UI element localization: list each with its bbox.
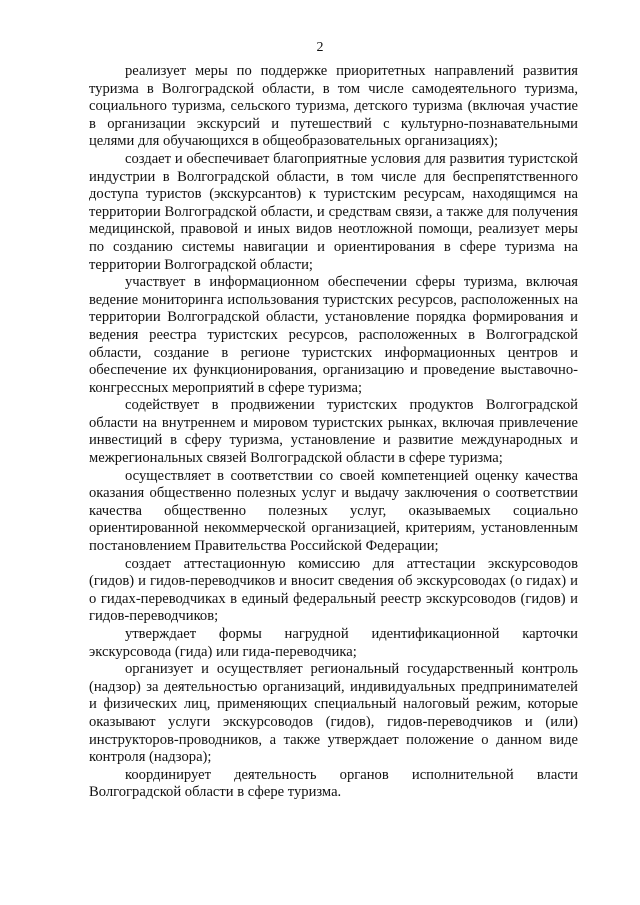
page-number: 2 bbox=[316, 40, 324, 55]
paragraph-tourism-support: реализует меры по поддержке приоритетных направлений развития туризма в Волгоградской области, в том числе самодеятельного туризма, социального туризма, сельского туризма, детского туризма (включая участие в организации экскурсий и путешествий с культурно-познавательными целями для обучающихся в общеобразовательных организациях); bbox=[89, 63, 578, 150]
paragraph-attestation-commission: создает аттестационную комиссию для аттестации экскурсоводов (гидов) и гидов-переводчиков и вносит сведения об экскурсоводах (о гидах) и о гидах-переводчиках в единый федеральный реестр экскурсоводов (гидов) и гидов-переводчиков; bbox=[89, 555, 578, 625]
paragraph-quality-assessment: осуществляет в соответствии со своей компетенцией оценку качества оказания общественно полезных услуг и выдачу заключения о соответствии качества общественно полезных услуг, оказываемых социально ориентированной некоммерческой организацией, критериям, установленным постановлением Правительства Российской Федерации; bbox=[89, 467, 578, 555]
document-body bbox=[89, 63, 578, 802]
paragraph-information-support: участвует в информационном обеспечении сферы туризма, включая ведение мониторинга использования туристских ресурсов, расположенных на территории Волгоградской области, установление порядка формирования и ведения реестра туристских ресурсов, расположенных в Волгоградской области, создание в регионе туристских информационных центров и обеспечение их функционирования, организацию и проведение выставочно-конгрессных мероприятий в сфере туризма; bbox=[89, 274, 578, 396]
paragraph-product-promotion: содействует в продвижении туристских продуктов Волгоградской области на внутреннем и мировом туристских рынках, включая привлечение инвестиций в сферу туризма, установление и развитие международных и межрегиональных связей Волгоградской области в сфере туризма; bbox=[89, 397, 578, 467]
paragraph-tourism-conditions: создает и обеспечивает благоприятные условия для развития туристской индустрии в Волгоградской области, в том числе для беспрепятственного доступа туристов (экскурсантов) к туристским ресурсам, находящимся на территории Волгоградской области, и средствам связи, а также для получения медицинской, правовой и иных видов неотложной помощи, реализует меры по созданию системы навигации и ориентирования в сфере туризма на территории Волгоградской области; bbox=[89, 150, 578, 273]
paragraph-badge-forms: утверждает формы нагрудной идентификационной карточки экскурсовода (гида) или гида-переводчика; bbox=[89, 626, 578, 660]
paragraph-coordination: координирует деятельность органов исполнительной власти Волгоградской области в сфере туризма. bbox=[89, 766, 578, 801]
paragraph-state-control: организует и осуществляет региональный государственный контроль (надзор) за деятельностью организаций, индивидуальных предпринимателей и физических лиц, применяющих специальный налоговый режим, которые оказывают услуги экскурсоводов (гидов), гидов-переводчиков и (или) инструкторов-проводников, а также утверждает положение о данном виде контроля (надзора); bbox=[89, 661, 578, 766]
